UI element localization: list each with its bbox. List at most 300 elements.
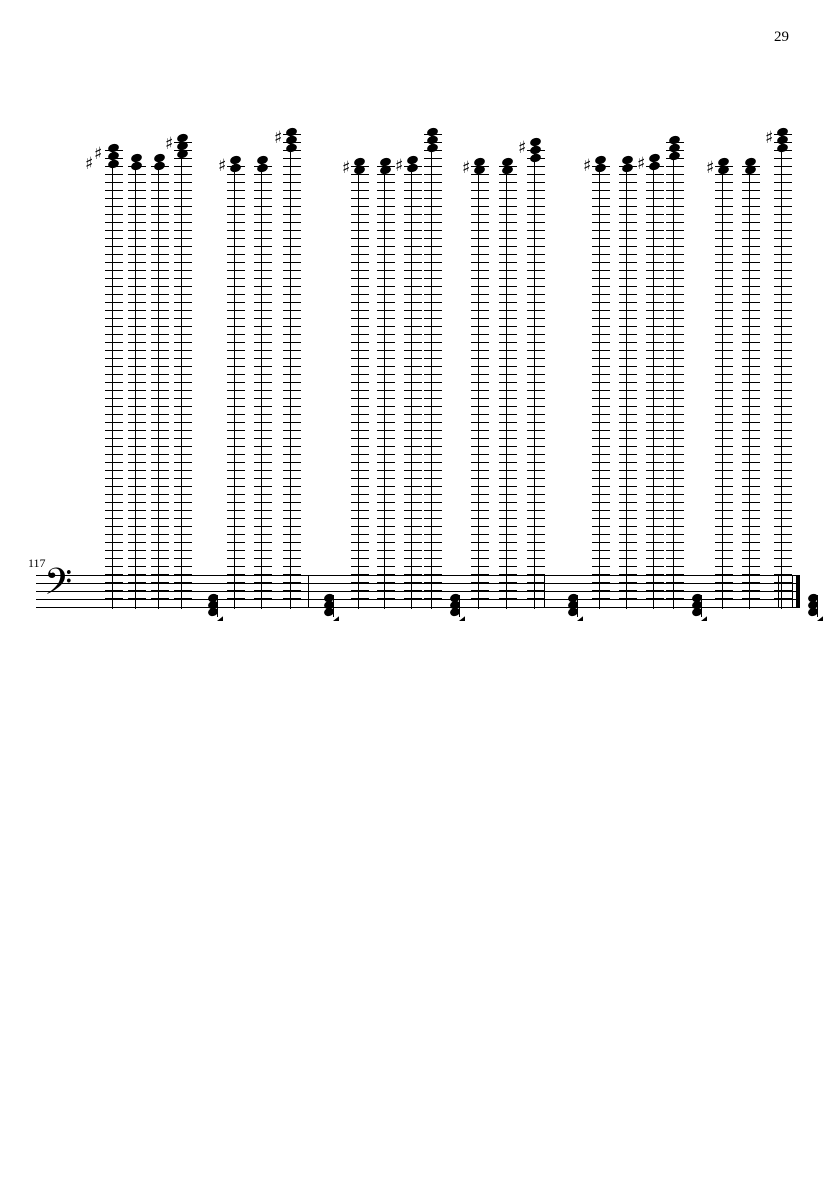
ledger-line — [424, 310, 442, 311]
ledger-line — [424, 454, 442, 455]
ledger-line — [128, 534, 146, 535]
ledger-line — [592, 174, 610, 175]
ledger-line — [128, 206, 146, 207]
ledger-line — [715, 326, 733, 327]
ledger-line — [105, 414, 123, 415]
ledger-line — [666, 462, 684, 463]
ledger-line — [377, 286, 395, 287]
ledger-line — [283, 374, 301, 375]
ledger-line — [715, 286, 733, 287]
page-number: 29 — [774, 29, 789, 45]
ledger-line — [151, 302, 169, 303]
ledger-line — [742, 382, 760, 383]
ledger-line — [128, 222, 146, 223]
ledger-line — [105, 334, 123, 335]
ledger-line — [283, 166, 301, 167]
ledger-line — [666, 406, 684, 407]
ledger-line — [499, 550, 517, 551]
ledger-line — [424, 574, 442, 575]
ledger-line — [227, 374, 245, 375]
ledger-line — [646, 286, 664, 287]
ledger-line — [128, 422, 146, 423]
ledger-line — [424, 526, 442, 527]
ledger-line — [227, 358, 245, 359]
ledger-line — [377, 246, 395, 247]
ledger-line — [105, 406, 123, 407]
ledger-line — [527, 206, 545, 207]
ledger-line — [424, 190, 442, 191]
ledger-line — [774, 518, 792, 519]
ledger-line — [377, 302, 395, 303]
ledger-line — [174, 302, 192, 303]
ledger-line — [377, 582, 395, 583]
sharp-accidental-icon: ♯ — [395, 156, 404, 176]
ledger-lines — [377, 161, 395, 609]
ledger-line — [128, 230, 146, 231]
ledger-line — [527, 414, 545, 415]
ledger-line — [742, 590, 760, 591]
ledger-line — [471, 342, 489, 343]
ledger-line — [471, 486, 489, 487]
ledger-line — [254, 510, 272, 511]
ledger-line — [499, 294, 517, 295]
ledger-line — [646, 558, 664, 559]
ledger-line — [471, 262, 489, 263]
ledger-line — [592, 454, 610, 455]
ledger-line — [105, 286, 123, 287]
ledger-line — [404, 518, 422, 519]
ledger-line — [105, 198, 123, 199]
ledger-line — [619, 534, 637, 535]
ledger-line — [499, 198, 517, 199]
ledger-line — [666, 430, 684, 431]
ledger-line — [283, 318, 301, 319]
ledger-line — [283, 590, 301, 591]
ledger-line — [715, 182, 733, 183]
ledger-line — [128, 302, 146, 303]
ledger-line — [666, 342, 684, 343]
ledger-line — [424, 302, 442, 303]
ledger-line — [174, 438, 192, 439]
ledger-line — [592, 414, 610, 415]
ledger-line — [254, 566, 272, 567]
ledger-line — [351, 470, 369, 471]
ledger-line — [424, 286, 442, 287]
ledger-line — [715, 446, 733, 447]
ledger-line — [774, 382, 792, 383]
ledger-line — [742, 526, 760, 527]
ledger-line — [666, 198, 684, 199]
ledger-line — [227, 390, 245, 391]
ledger-line — [666, 494, 684, 495]
ledger-line — [619, 358, 637, 359]
ledger-line — [227, 286, 245, 287]
ledger-line — [527, 582, 545, 583]
ledger-line — [471, 446, 489, 447]
ledger-line — [742, 286, 760, 287]
ledger-line — [227, 422, 245, 423]
ledger-line — [151, 446, 169, 447]
ledger-line — [105, 174, 123, 175]
ledger-line — [377, 550, 395, 551]
ledger-line — [128, 342, 146, 343]
ledger-line — [377, 542, 395, 543]
ledger-line — [742, 422, 760, 423]
ledger-line — [527, 262, 545, 263]
ledger-line — [283, 174, 301, 175]
ledger-line — [619, 222, 637, 223]
ledger-line — [151, 390, 169, 391]
ledger-line — [527, 422, 545, 423]
ledger-line — [592, 558, 610, 559]
ledger-line — [424, 166, 442, 167]
ledger-line — [715, 542, 733, 543]
ledger-line — [377, 366, 395, 367]
ledger-line — [283, 518, 301, 519]
ledger-line — [742, 246, 760, 247]
ledger-line — [774, 590, 792, 591]
ledger-line — [283, 198, 301, 199]
ledger-line — [715, 398, 733, 399]
ledger-line — [666, 366, 684, 367]
ledger-line — [742, 238, 760, 239]
ledger-line — [666, 254, 684, 255]
ledger-line — [715, 214, 733, 215]
ledger-line — [715, 334, 733, 335]
ledger-line — [499, 230, 517, 231]
ledger-line — [128, 350, 146, 351]
ledger-line — [227, 270, 245, 271]
ledger-line — [424, 230, 442, 231]
sharp-accidental-icon: ♯ — [706, 158, 715, 178]
ledger-line — [404, 598, 422, 599]
ledger-line — [527, 230, 545, 231]
ledger-line — [254, 206, 272, 207]
ledger-line — [592, 486, 610, 487]
ledger-lines — [527, 141, 545, 609]
ledger-line — [666, 550, 684, 551]
ledger-line — [742, 270, 760, 271]
ledger-line — [151, 206, 169, 207]
ledger-line — [404, 318, 422, 319]
ledger-lines — [151, 157, 169, 609]
ledger-line — [742, 454, 760, 455]
ledger-line — [227, 526, 245, 527]
ledger-line — [377, 262, 395, 263]
ledger-line — [666, 358, 684, 359]
ledger-line — [174, 166, 192, 167]
ledger-line — [471, 198, 489, 199]
ledger-line — [254, 438, 272, 439]
ledger-line — [105, 518, 123, 519]
ledger-line — [471, 550, 489, 551]
ledger-line — [351, 542, 369, 543]
ledger-line — [592, 326, 610, 327]
ledger-line — [527, 486, 545, 487]
ledger-line — [404, 366, 422, 367]
ledger-line — [666, 566, 684, 567]
ledger-line — [254, 534, 272, 535]
ledger-line — [499, 598, 517, 599]
ledger-line — [377, 238, 395, 239]
ledger-line — [774, 438, 792, 439]
ledger-line — [646, 366, 664, 367]
ledger-line — [774, 558, 792, 559]
ledger-line — [774, 254, 792, 255]
ledger-line — [377, 486, 395, 487]
ledger-line — [227, 574, 245, 575]
ledger-line — [592, 286, 610, 287]
ledger-line — [715, 422, 733, 423]
ledger-line — [283, 238, 301, 239]
ledger-line — [742, 374, 760, 375]
sharp-accidental-icon: ♯ — [637, 154, 646, 174]
ledger-line — [404, 566, 422, 567]
ledger-line — [471, 582, 489, 583]
ledger-line — [666, 334, 684, 335]
ledger-line — [283, 286, 301, 287]
ledger-line — [351, 366, 369, 367]
ledger-line — [254, 502, 272, 503]
ledger-line — [424, 398, 442, 399]
ledger-line — [742, 222, 760, 223]
ledger-line — [592, 238, 610, 239]
ledger-line — [254, 246, 272, 247]
ledger-line — [128, 518, 146, 519]
note-stem — [459, 595, 460, 617]
ledger-line — [151, 494, 169, 495]
ledger-line — [742, 574, 760, 575]
ledger-line — [499, 310, 517, 311]
ledger-line — [646, 174, 664, 175]
ledger-line — [283, 270, 301, 271]
ledger-line — [715, 518, 733, 519]
ledger-line — [351, 246, 369, 247]
ledger-line — [283, 230, 301, 231]
ledger-line — [283, 182, 301, 183]
ledger-line — [283, 350, 301, 351]
ledger-line — [351, 414, 369, 415]
ledger-lines — [227, 159, 245, 609]
ledger-line — [527, 398, 545, 399]
ledger-line — [619, 262, 637, 263]
ledger-line — [151, 550, 169, 551]
ledger-line — [646, 206, 664, 207]
ledger-line — [619, 494, 637, 495]
ledger-line — [666, 590, 684, 591]
ledger-line — [351, 230, 369, 231]
ledger-line — [151, 318, 169, 319]
ledger-line — [619, 518, 637, 519]
ledger-line — [283, 382, 301, 383]
ledger-line — [105, 342, 123, 343]
ledger-line — [174, 174, 192, 175]
ledger-line — [527, 510, 545, 511]
ledger-line — [592, 550, 610, 551]
ledger-line — [742, 406, 760, 407]
ledger-line — [404, 206, 422, 207]
ledger-line — [527, 430, 545, 431]
ledger-line — [774, 222, 792, 223]
ledger-line — [592, 518, 610, 519]
ledger-line — [646, 318, 664, 319]
ledger-line — [174, 446, 192, 447]
ledger-line — [404, 414, 422, 415]
ledger-line — [174, 422, 192, 423]
ledger-lines — [283, 131, 301, 609]
ledger-line — [715, 406, 733, 407]
ledger-line — [283, 390, 301, 391]
ledger-line — [254, 518, 272, 519]
ledger-line — [128, 406, 146, 407]
ledger-line — [351, 494, 369, 495]
ledger-line — [471, 454, 489, 455]
ledger-line — [619, 230, 637, 231]
ledger-line — [128, 470, 146, 471]
ledger-line — [283, 310, 301, 311]
ledger-line — [227, 398, 245, 399]
ledger-line — [499, 446, 517, 447]
ledger-line — [105, 326, 123, 327]
ledger-line — [592, 358, 610, 359]
ledger-line — [227, 302, 245, 303]
ledger-line — [499, 366, 517, 367]
ledger-line — [283, 574, 301, 575]
ledger-line — [774, 494, 792, 495]
ledger-line — [666, 350, 684, 351]
ledger-line — [774, 174, 792, 175]
ledger-line — [151, 534, 169, 535]
note-stem — [817, 595, 818, 617]
ledger-line — [499, 214, 517, 215]
ledger-line — [527, 302, 545, 303]
ledger-line — [404, 494, 422, 495]
ledger-line — [499, 318, 517, 319]
ledger-line — [592, 254, 610, 255]
ledger-line — [283, 430, 301, 431]
ledger-line — [151, 502, 169, 503]
ledger-line — [254, 558, 272, 559]
bass-clef-icon: 𝄢 — [44, 561, 73, 612]
ledger-line — [666, 598, 684, 599]
ledger-line — [404, 550, 422, 551]
ledger-line — [715, 206, 733, 207]
ledger-line — [619, 582, 637, 583]
ledger-line — [471, 182, 489, 183]
ledger-line — [715, 254, 733, 255]
ledger-line — [715, 262, 733, 263]
ledger-line — [592, 502, 610, 503]
ledger-line — [619, 574, 637, 575]
ledger-line — [377, 406, 395, 407]
ledger-line — [105, 270, 123, 271]
ledger-line — [105, 454, 123, 455]
ledger-line — [283, 326, 301, 327]
ledger-line — [377, 510, 395, 511]
ledger-line — [128, 366, 146, 367]
ledger-line — [351, 502, 369, 503]
ledger-line — [742, 278, 760, 279]
ledger-line — [666, 262, 684, 263]
ledger-lines — [499, 161, 517, 609]
ledger-line — [227, 486, 245, 487]
ledger-line — [592, 566, 610, 567]
ledger-line — [742, 486, 760, 487]
ledger-line — [351, 430, 369, 431]
ledger-line — [254, 222, 272, 223]
ledger-line — [174, 534, 192, 535]
ledger-line — [404, 334, 422, 335]
ledger-line — [499, 566, 517, 567]
ledger-line — [283, 582, 301, 583]
ledger-line — [471, 390, 489, 391]
ledger-line — [283, 278, 301, 279]
ledger-line — [404, 342, 422, 343]
ledger-line — [499, 358, 517, 359]
ledger-line — [666, 230, 684, 231]
ledger-line — [592, 278, 610, 279]
ledger-line — [471, 510, 489, 511]
ledger-line — [527, 166, 545, 167]
ledger-line — [646, 422, 664, 423]
ledger-line — [227, 334, 245, 335]
ledger-line — [715, 238, 733, 239]
bass-chord-6 — [808, 591, 822, 621]
ledger-line — [128, 374, 146, 375]
ledger-line — [128, 270, 146, 271]
ledger-line — [471, 206, 489, 207]
ledger-line — [424, 582, 442, 583]
ledger-line — [227, 198, 245, 199]
ledger-line — [471, 230, 489, 231]
ledger-line — [377, 590, 395, 591]
ledger-line — [174, 430, 192, 431]
ledger-line — [471, 502, 489, 503]
ledger-line — [646, 550, 664, 551]
ledger-line — [174, 230, 192, 231]
ledger-line — [666, 190, 684, 191]
ledger-line — [715, 478, 733, 479]
ledger-line — [592, 374, 610, 375]
ledger-line — [499, 470, 517, 471]
ledger-line — [715, 310, 733, 311]
ledger-line — [471, 318, 489, 319]
ledger-line — [646, 590, 664, 591]
ledger-line — [351, 318, 369, 319]
ledger-line — [151, 398, 169, 399]
ledger-lines — [471, 161, 489, 609]
ledger-line — [227, 230, 245, 231]
ledger-line — [404, 510, 422, 511]
ledger-line — [715, 382, 733, 383]
ledger-line — [499, 582, 517, 583]
ledger-line — [404, 446, 422, 447]
ledger-line — [471, 294, 489, 295]
ledger-line — [128, 214, 146, 215]
ledger-line — [592, 198, 610, 199]
ledger-line — [151, 422, 169, 423]
ledger-line — [619, 206, 637, 207]
ledger-line — [499, 486, 517, 487]
ledger-line — [646, 534, 664, 535]
ledger-line — [404, 478, 422, 479]
ledger-line — [774, 158, 792, 159]
ledger-line — [151, 566, 169, 567]
ledger-line — [527, 566, 545, 567]
ledger-line — [151, 246, 169, 247]
ledger-line — [227, 510, 245, 511]
ledger-line — [351, 446, 369, 447]
